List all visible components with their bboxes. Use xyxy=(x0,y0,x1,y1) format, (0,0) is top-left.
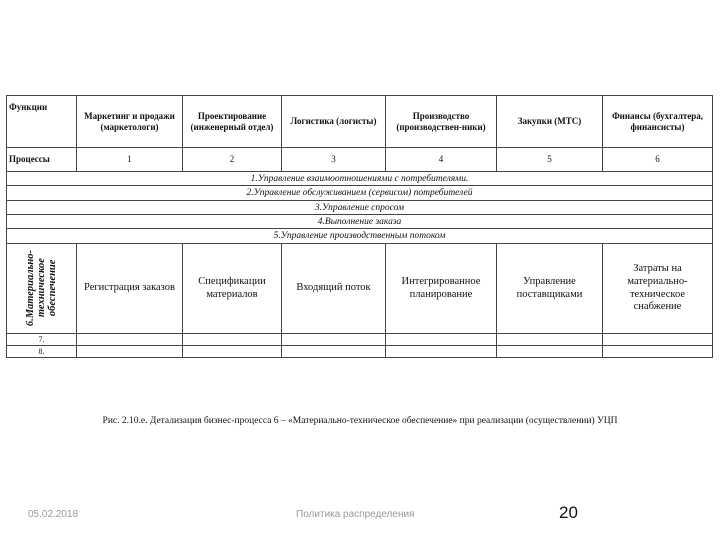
subprocess-cell: Входящий поток xyxy=(282,244,386,334)
column-header: Финансы (бухгалтера, финансисты) xyxy=(603,96,713,148)
process-3: 3.Управление спросом xyxy=(7,201,713,215)
footer-title: Политика распределения xyxy=(296,509,415,520)
column-header: Производство (производствен-ники) xyxy=(386,96,497,148)
subprocess-cell: Регистрация заказов xyxy=(77,244,183,334)
process-8-label: 8. xyxy=(7,346,77,358)
column-header: Закупки (МТС) xyxy=(497,96,603,148)
process-8-row xyxy=(7,346,713,358)
subprocess-cell: Интегрированное планирование xyxy=(386,244,497,334)
column-number: 6 xyxy=(603,148,713,172)
process-6-label: 6.Материально- техническое обеспечение xyxy=(24,250,58,327)
functions-label: Функции xyxy=(7,96,77,148)
column-header: Маркетинг и продажи (маркетологи) xyxy=(77,96,183,148)
subprocess-cell: Затраты на материально-техническое снабжение xyxy=(603,244,713,334)
subprocess-cell: Управление поставщиками xyxy=(497,244,603,334)
functions-header-row xyxy=(7,96,713,148)
process-6-label-cell xyxy=(7,244,77,334)
column-number: 5 xyxy=(497,148,603,172)
process-row xyxy=(7,215,713,229)
column-header: Проектирование (инженерный отдел) xyxy=(183,96,282,148)
column-number: 2 xyxy=(183,148,282,172)
column-header: Логистика (логисты) xyxy=(282,96,386,148)
column-number: 3 xyxy=(282,148,386,172)
process-4: 4.Выполнение заказа xyxy=(7,215,713,229)
process-row xyxy=(7,229,713,244)
process-row xyxy=(7,201,713,215)
footer-date: 05.02.2018 xyxy=(28,509,79,520)
figure-caption: Рис. 2.10.е. Детализация бизнес-процесса 6 – «Материально-техническое обеспечение» при реализации (осуществлении) УЦП xyxy=(102,416,618,426)
process-row xyxy=(7,172,713,186)
column-number: 4 xyxy=(386,148,497,172)
subprocess-cell: Спецификации материалов xyxy=(183,244,282,334)
process-7-label: 7. xyxy=(7,334,77,346)
processes-label: Процессы xyxy=(7,148,77,172)
process-7-row xyxy=(7,334,713,346)
process-1: 1.Управление взаимоотношениями с потребителями. xyxy=(7,172,713,186)
business-process-table xyxy=(6,95,713,358)
column-number: 1 xyxy=(77,148,183,172)
processes-header-row xyxy=(7,148,713,172)
process-5: 5.Управление производственным потоком xyxy=(7,229,713,244)
process-2: 2.Управление обслуживанием (сервисом) потребителей xyxy=(7,186,713,201)
process-row xyxy=(7,186,713,201)
page-number: 20 xyxy=(559,503,578,522)
process-6-row xyxy=(7,244,713,334)
